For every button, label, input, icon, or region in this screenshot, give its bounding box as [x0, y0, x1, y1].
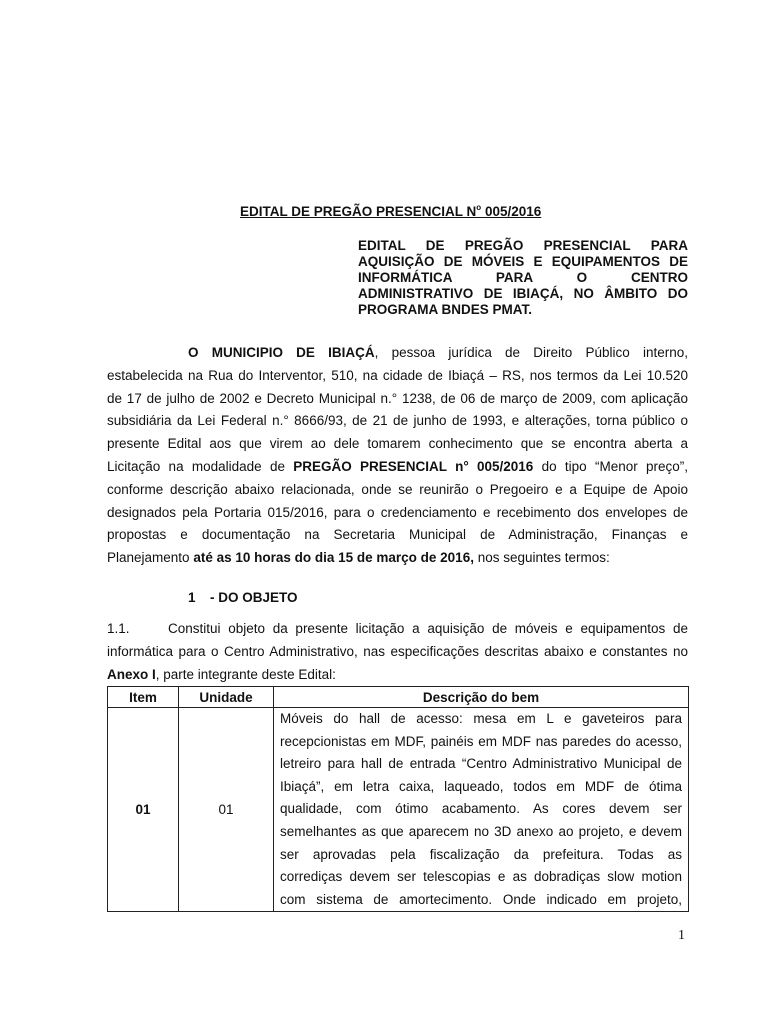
summary-line: AQUISIÇÃO DE MÓVEIS E EQUIPAMENTOS DE: [358, 254, 688, 269]
municipality-name: O MUNICIPIO DE IBIAÇÁ: [188, 345, 375, 360]
intro-text: Planejamento: [107, 550, 194, 566]
table-row: [108, 708, 689, 912]
section-number: 1: [188, 590, 196, 605]
descricao-line: qualidade, com ótimo acabamento. As cores devem ser: [280, 801, 682, 817]
descricao-line: recepcionistas em MDF, painéis em MDF nas paredes do acesso,: [280, 733, 682, 749]
intro-text: do tipo “Menor preço”,: [533, 458, 689, 474]
deadline-text: até as 10 horas do dia 15 de março de 2016,: [193, 550, 474, 566]
descricao-line: Ibiaçá”, em letra caixa, laqueado, todos em MDF de ótima: [280, 778, 682, 794]
intro-paragraph: [107, 342, 688, 570]
intro-line: de 17 de julho de 2002 e Decreto Municipal n.° 1238, de 06 de março de 2009, com aplicação: [107, 390, 688, 406]
intro-text: nos seguintes termos:: [473, 550, 610, 566]
intro-line: designados pela Portaria 015/2016, para o credenciamento e recebimento dos envelopes de: [107, 504, 688, 520]
objeto-line: [107, 664, 688, 687]
intro-line: [107, 547, 688, 570]
section-title: - DO OBJETO: [210, 590, 298, 605]
column-header-descricao: Descrição do bem: [274, 687, 689, 708]
descricao-line: letreiro para hall de entrada “Centro Administrativo Municipal de: [280, 756, 682, 772]
descricao-cell: [274, 708, 689, 912]
table-header-row: [108, 687, 689, 708]
objeto-text: , parte integrante deste Edital:: [155, 666, 336, 682]
section-heading: [188, 590, 298, 605]
title-text: EDITAL DE PREGÃO PRESENCIAL N: [240, 204, 477, 219]
intro-line: presente Edital aos que virem ao dele tomarem conhecimento que se encontra aberta a: [107, 436, 688, 452]
intro-line: [107, 456, 688, 479]
intro-line: [107, 342, 688, 365]
modality-label: PREGÃO PRESENCIAL n° 005/2016: [293, 458, 534, 474]
intro-text: , pessoa jurídica de Direito Público interno,: [374, 345, 688, 360]
unidade-cell: 01: [179, 708, 274, 912]
document-summary: [358, 238, 688, 318]
document-title: [240, 203, 541, 219]
descricao-line: corrediças devem ser telescopias e as dobradiças slow motion: [280, 869, 682, 885]
objeto-paragraph: [107, 618, 688, 686]
intro-line: conforme descrição abaixo relacionada, onde se reunirão o Pregoeiro e a Equipe de Apoio: [107, 481, 688, 497]
descricao-line: semelhantes as que aparecem no 3D anexo ao projeto, e devem: [280, 823, 682, 839]
intro-line: estabelecida na Rua do Interventor, 510, na cidade de Ibiaçá – RS, nos termos da Lei 10.520: [107, 367, 688, 383]
title-ordinal-mark: o: [476, 203, 482, 212]
item-cell: 01: [108, 708, 179, 912]
title-number: 005/2016: [484, 204, 542, 219]
intro-line: subsidiária da Lei Federal n.° 8666/93, de 21 de junho de 1993, e alterações, torna público o: [107, 413, 688, 429]
items-table: [107, 686, 689, 912]
column-header-item: Item: [108, 687, 179, 708]
summary-line: EDITAL DE PREGÃO PRESENCIAL PARA: [358, 238, 688, 253]
objeto-line: 1.1. Constitui objeto da presente licitação a aquisição de móveis e equipamentos de: [107, 621, 688, 636]
column-header-unidade: Unidade: [179, 687, 274, 708]
objeto-line: informática para o Centro Administrativo, nas especificações descritas abaixo e constantes no: [107, 643, 688, 659]
intro-text: Licitação na modalidade de: [107, 458, 294, 474]
summary-line: INFORMÁTICA PARA O CENTRO: [358, 270, 688, 285]
summary-line: PROGRAMA BNDES PMAT.: [358, 302, 533, 317]
descricao-line: Móveis do hall de acesso: mesa em L e gaveteiros para: [280, 711, 682, 726]
descricao-line: ser aprovadas pela fiscalização da prefeitura. Todas as: [280, 846, 682, 862]
intro-line: propostas e documentação na Secretaria Municipal de Administração, Finanças e: [107, 527, 688, 543]
annex-reference: Anexo I: [107, 666, 156, 682]
summary-line: ADMINISTRATIVO DE IBIAÇÁ, NO ÂMBITO DO: [358, 286, 688, 301]
page-number: 1: [678, 928, 685, 943]
descricao-line: com sistema de amortecimento. Onde indicado em projeto,: [280, 891, 682, 907]
